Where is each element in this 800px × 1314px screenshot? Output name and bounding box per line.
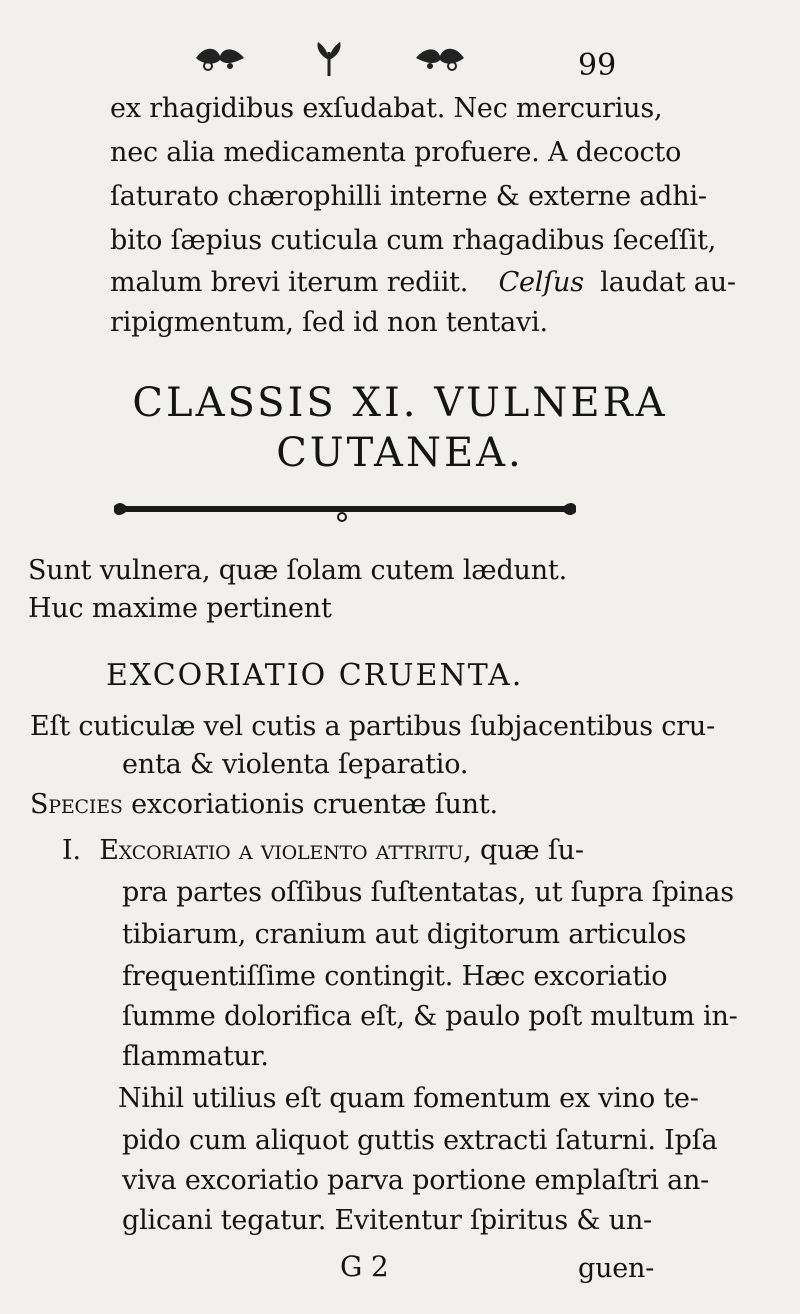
item-line: glicani tegatur. Evitentur ſpiritus & un- (122, 1205, 652, 1236)
text-line: malum brevi iterum rediit. Celſus laudat au- (110, 267, 736, 298)
item-line: Nihil utilius eſt quam fomentum ex vino te- (118, 1083, 699, 1114)
item-line: ſumme dolorifica eſt, & paulo poſt multum in- (122, 1001, 738, 1032)
catchword: guen- (578, 1253, 655, 1284)
intro-line: Sunt vulnera, quæ ſolam cutem lædunt. (28, 555, 567, 586)
definition-line: enta & violenta ſeparatio. (122, 749, 469, 780)
ornamental-rule-icon (110, 498, 580, 522)
text-line: nec alia medicamenta profuere. A decocto (110, 137, 682, 168)
chapter-heading-line1: CLASSIS XI. VULNERA (132, 380, 668, 426)
page-number: 99 (578, 48, 617, 83)
author-name: Celſus (498, 267, 584, 298)
item-line: pra partes oſſibus ſuſtentatas, ut ſupra ſpinas (122, 877, 734, 908)
item-line: tibiarum, cranium aut digitorum articulos (122, 919, 687, 950)
item-title: Excoriatio a violento attritu (99, 835, 464, 866)
item-line: viva excoriatio parva portione emplaſtri an- (122, 1165, 710, 1196)
section-heading: EXCORIATIO CRUENTA. (106, 658, 524, 693)
item-line: flammatur. (122, 1041, 269, 1072)
definition-line: Eſt cuticulæ vel cutis a partibus ſubjacentibus cru- (30, 711, 716, 742)
right-fleuron-icon (410, 40, 470, 74)
text-line: ex rhagidibus exſudabat. Nec mercurius, (110, 93, 663, 124)
chapter-heading-line2: CUTANEA. (276, 430, 524, 476)
signature-mark: G 2 (340, 1250, 389, 1283)
text-line: ripigmentum, ſed id non tentavi. (110, 307, 548, 338)
item-first-line: I. Excoriatio a violento attritu, quæ ſu- (62, 835, 584, 866)
item-line: frequentiſſime contingit. Hæc excoriatio (122, 961, 668, 992)
text-line: ſaturato chærophilli interne & externe adhi- (110, 181, 707, 212)
item-number: I. (62, 835, 81, 866)
center-sprig-icon (312, 38, 346, 78)
text-line: bito ſæpius cuticula cum rhagadibus ſeceſſit, (110, 225, 717, 256)
left-fleuron-icon (190, 40, 250, 74)
item-line: pido cum aliquot guttis extracti ſaturni. Ipſa (122, 1125, 718, 1156)
species-line: Species excoriationis cruentæ ſunt. (30, 789, 498, 820)
intro-line: Huc maxime pertinent (28, 593, 332, 624)
